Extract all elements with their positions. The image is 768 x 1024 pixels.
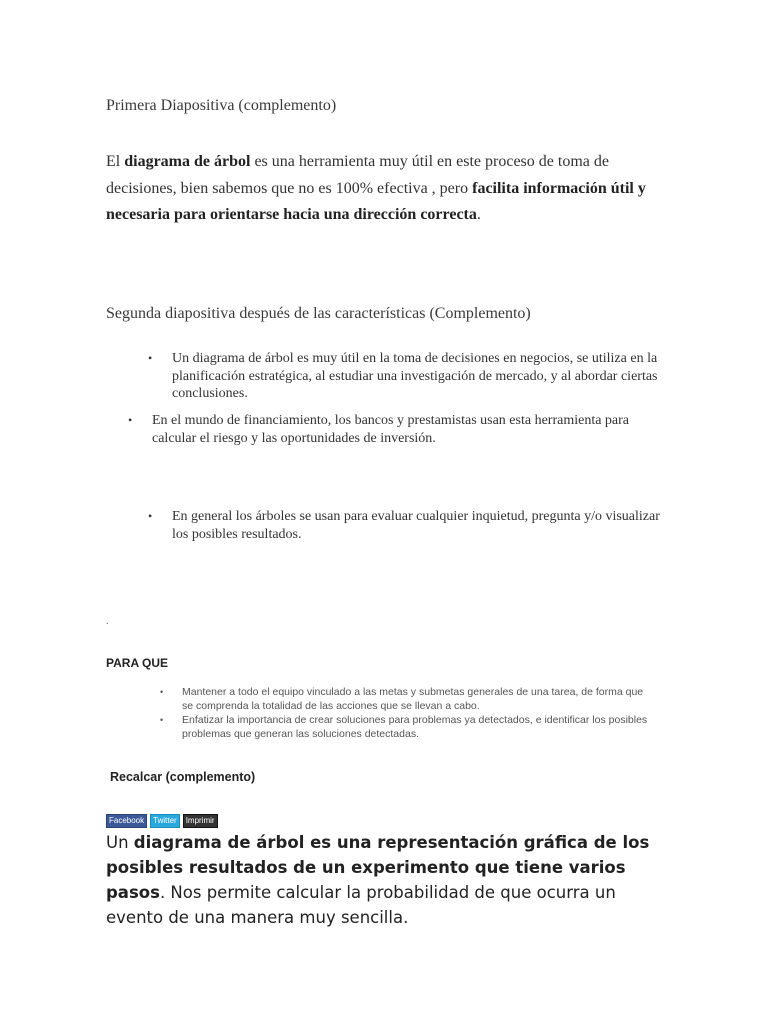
bullet-icon: • xyxy=(128,413,133,427)
bullet-text: En el mundo de financiamiento, los bancos y prestamistas usan esta herramienta para calcular el riesgo y las oportunidades de inversión. xyxy=(152,413,630,446)
slide1-title: Primera Diapositiva (complemento) xyxy=(106,97,337,114)
slide1-paragraph xyxy=(106,149,666,229)
slide1-bold-phrase: facilita información útil y necesaria para orientarse hacia una dirección correcta xyxy=(106,179,646,223)
bullet-icon: • xyxy=(148,509,153,523)
recalcar-text-c: . Nos permite calcular la probabilidad de que ocurra un evento de una manera muy sencilla. xyxy=(106,883,616,927)
bullet-icon: • xyxy=(148,351,153,365)
para-que-heading: PARA QUE xyxy=(106,656,169,670)
list-item xyxy=(160,685,650,713)
bullet-text: Un diagrama de árbol es muy útil en la toma de decisiones en negocios, se utiliza en la planificación estratégica, al estudiar una investigación de mercado, y al abordar ciertas conclusiones. xyxy=(172,351,658,401)
slide1-text-a: El xyxy=(106,153,125,170)
list-item xyxy=(128,412,668,447)
list-item xyxy=(148,508,668,543)
share-bar xyxy=(106,814,218,828)
stray-dot: . xyxy=(106,616,109,627)
list-item xyxy=(148,350,668,403)
facebook-share-button[interactable]: Facebook xyxy=(106,814,147,828)
slide1-text-e: . xyxy=(476,206,481,223)
bullet-icon: • xyxy=(160,715,164,725)
slide1-bold-term: diagrama de árbol xyxy=(124,153,251,170)
bullet-text: Enfatizar la importancia de crear soluciones para problemas ya detectados, e identificar los posibles problemas que generan las soluciones detectadas. xyxy=(182,714,648,740)
slide2-title: Segunda diapositiva después de las características (Complemento) xyxy=(106,305,531,322)
list-item xyxy=(160,713,650,741)
recalcar-text-a: Un xyxy=(106,833,134,852)
recalcar-bold-definition: diagrama de árbol es una representación gráfica de los posibles resultados de un experimento que tiene varios pasos xyxy=(106,833,650,902)
bullet-text: Mantener a todo el equipo vinculado a las metas y submetas generales de una tarea, de forma que se comprenda la totalidad de las acciones que se llevan a cabo. xyxy=(182,686,644,712)
bullet-text: En general los árboles se usan para evaluar cualquier inquietud, pregunta y/o visualizar los posibles resultados. xyxy=(172,509,660,542)
slide1-text-c: es una herramienta muy útil en este proceso de toma de decisiones, bien sabemos que no es 100% efectiva , pero xyxy=(106,153,609,197)
print-button[interactable]: Imprimir xyxy=(183,814,218,828)
recalcar-heading: Recalcar (complemento) xyxy=(110,770,256,784)
recalcar-paragraph xyxy=(106,830,666,930)
twitter-share-button[interactable]: Twitter xyxy=(150,814,180,828)
bullet-icon: • xyxy=(160,687,164,697)
